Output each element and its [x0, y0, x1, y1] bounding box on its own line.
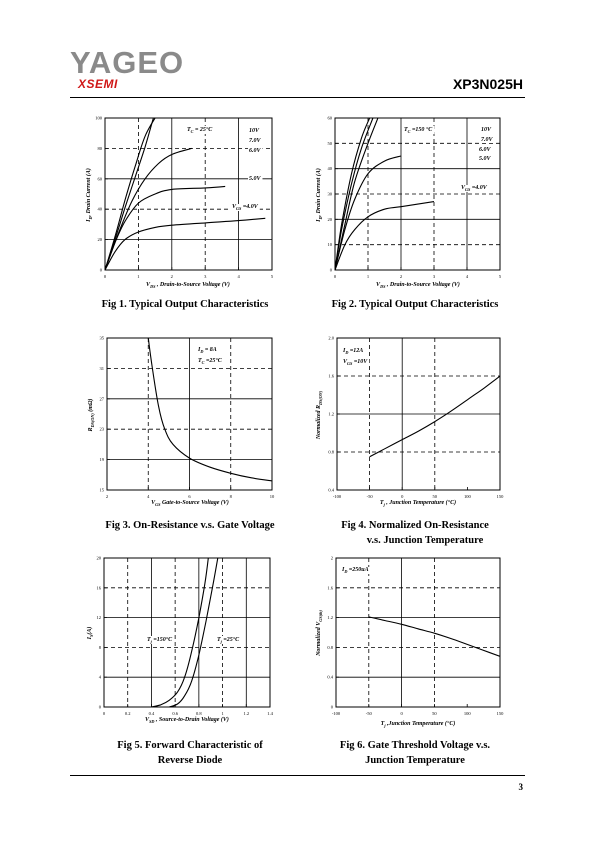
- fig1-annotation-3: [249, 148, 262, 154]
- fig2-annotation-5: [461, 185, 488, 192]
- fig2-annotation-2: [481, 137, 494, 143]
- fig6-xtick-label: 150: [496, 711, 504, 716]
- fig2-xtick-label: 5: [498, 274, 502, 279]
- fig4-x-axis-label-tail: , Junction Temperature (°C): [384, 500, 457, 506]
- fig3-caption: Fig 3. On-Resistance v.s. Gate Voltage: [105, 520, 275, 531]
- fig4-ytick-label: 1.2: [328, 411, 334, 417]
- fig6-y-axis-label: [316, 609, 323, 656]
- fig3-xtick-label: 6: [188, 494, 191, 499]
- fig2-x-axis-label: [376, 281, 460, 289]
- fig1-series-line-1: [105, 118, 153, 270]
- fig3-ytick-label: 15: [99, 487, 104, 493]
- fig4-annotation-0: [342, 348, 363, 355]
- fig2-caption: Fig 2. Typical Output Characteristics: [331, 299, 499, 310]
- fig6-ytick-label: 0.8: [327, 644, 333, 650]
- fig1-annotation-1-main: 10V: [249, 128, 260, 134]
- fig2-x-axis-label-sub: DS: [380, 284, 386, 289]
- fig4-annotation-1-main: V: [343, 359, 348, 365]
- fig4-ytick-label: 0.4: [328, 487, 334, 493]
- fig5-ytick-label: 20: [96, 555, 101, 561]
- fig5-series-line-0: [151, 558, 208, 707]
- fig6-plot-frame: [336, 558, 500, 707]
- page-number: 3: [518, 782, 523, 792]
- fig6-ytick-label: 2: [330, 555, 333, 561]
- fig2-ytick-label: 0: [329, 267, 332, 273]
- fig4-caption: Fig 4. Normalized On-Resistance: [341, 520, 489, 531]
- fig5-xtick-label: 0.8: [196, 711, 202, 716]
- fig1-xtick-label: 5: [270, 274, 274, 279]
- fig3-xtick-label: 8: [229, 494, 232, 499]
- fig3-annotation-0: [197, 347, 217, 354]
- fig3-xtick-label: 4: [147, 494, 150, 499]
- footer-rule: [70, 775, 525, 776]
- fig2-annotation-0-sub: C: [407, 129, 411, 134]
- fig1-x-axis-label-main: V: [146, 282, 151, 288]
- fig1-x-axis-label-sub: DS: [150, 284, 156, 289]
- fig4-ytick-label: 0.8: [328, 449, 334, 455]
- fig2-annotation-0-main: T: [404, 127, 408, 133]
- fig5-annotation-1-main: T: [217, 637, 221, 643]
- fig4-xtick-label: 150: [496, 494, 504, 499]
- fig1-annotation-2: [249, 138, 262, 144]
- fig3-chart: [87, 336, 275, 508]
- fig2-annotation-5-sub: GS: [465, 187, 471, 192]
- fig4-xtick-label: 100: [464, 494, 471, 499]
- fig2-annotation-3-main: 6.0V: [479, 147, 491, 153]
- fig1-annotation-2-main: 7.0V: [249, 138, 261, 144]
- fig1-y-axis-label-tail: , Drain Current (A): [86, 168, 92, 217]
- fig5-xtick-label: 0.4: [148, 711, 155, 716]
- fig3-annotation-0-tail: = 8A: [203, 347, 217, 353]
- fig6-x-axis-label-main: T: [380, 721, 385, 727]
- fig4-x-axis-label-sub: j: [383, 502, 385, 507]
- fig6-xtick-label: -100: [331, 711, 341, 716]
- fig5-xtick-label: 1.4: [267, 711, 273, 716]
- fig6-ytick-label: 1.6: [327, 585, 333, 591]
- fig1-annotation-5-main: V: [232, 204, 237, 210]
- fig5-xtick-label: 1.2: [243, 711, 250, 716]
- fig1-ytick-label: 40: [97, 206, 102, 212]
- fig2-ytick-label: 40: [327, 166, 332, 172]
- fig5-y-axis-label-main: I: [87, 637, 93, 640]
- fig6-xtick-label: -50: [365, 711, 372, 716]
- fig1-y-axis-label-main: I: [86, 219, 92, 222]
- fig2-xtick-label: 4: [465, 274, 469, 279]
- fig2-y-axis-label-tail: , Drain Current (A): [316, 168, 322, 217]
- logo-wordmark: YAGEO: [70, 45, 185, 80]
- fig5-annotation-1: [217, 636, 240, 644]
- fig1-annotation-0-tail: = 25°C: [193, 127, 213, 133]
- fig4-annotation-0-main: I: [343, 348, 346, 354]
- fig4-x-axis-label-main: T: [379, 500, 384, 506]
- fig2-annotation-0-tail: =150 °C: [410, 127, 433, 133]
- fig1-annotation-5: [232, 204, 259, 211]
- fig2-annotation-4-main: 5.0V: [479, 156, 491, 162]
- fig3-y-axis-label-tail: (mΩ): [88, 398, 94, 414]
- fig2-xtick-label: 3: [432, 274, 436, 279]
- fig5-x-axis-label-tail: , Source-to-Drain Voltage (V): [154, 717, 229, 723]
- fig1-y-axis-label-sub: D: [88, 216, 93, 220]
- fig6-y-axis-label-main: Normalized V: [316, 621, 322, 656]
- fig6-caption-line2: Junction Temperature: [365, 755, 465, 766]
- fig4-annotation-0-sub: D: [345, 350, 349, 355]
- fig2-ytick-label: 30: [327, 191, 332, 197]
- fig1-xtick-label: 3: [204, 274, 207, 279]
- fig3-ytick-label: 35: [99, 335, 104, 341]
- fig2-xtick-label: 1: [366, 274, 370, 279]
- fig4-annotation-1-tail: =10V: [352, 359, 368, 365]
- fig2-ytick-label: 60: [327, 115, 332, 121]
- fig3-x-axis-label: [151, 499, 229, 507]
- fig5-annotation-0-sub: j: [150, 639, 152, 644]
- fig1-chart: [85, 116, 274, 290]
- fig4-annotation-1-sub: GS: [347, 361, 353, 366]
- fig4-chart: [316, 336, 504, 508]
- fig2-annotation-3: [479, 147, 492, 153]
- fig3-annotation-1-main: T: [198, 358, 202, 364]
- fig2-annotation-5-tail: =4.0V: [470, 185, 487, 191]
- fig5-annotation-1-sub: j: [220, 639, 222, 644]
- fig1-y-axis-label: [85, 168, 93, 223]
- fig5-xtick-label: 0: [102, 711, 106, 716]
- fig1-annotation-1: [249, 128, 260, 134]
- fig2-chart: [315, 116, 502, 290]
- fig5-y-axis-label: [86, 627, 94, 641]
- fig5-xtick-label: 0.6: [172, 711, 178, 716]
- fig6-annotation-0-tail: =250uA: [347, 567, 369, 573]
- fig3-x-axis-label-sub: GS: [155, 502, 161, 507]
- fig1-xtick-label: 4: [237, 274, 240, 279]
- fig1-ytick-label: 60: [97, 176, 102, 182]
- fig1-annotation-4: [249, 176, 262, 182]
- fig5-y-axis-label-tail: (A): [87, 626, 93, 635]
- fig3-y-axis-label: [87, 399, 95, 433]
- fig4-xtick-label: -50: [366, 494, 373, 499]
- fig1-ytick-label: 0: [99, 267, 102, 273]
- fig5-ytick-label: 12: [96, 615, 101, 621]
- fig5-xtick-label: 0.2: [124, 711, 131, 716]
- fig4-caption-line2: v.s. Junction Temperature: [366, 535, 484, 546]
- fig3-ytick-label: 27: [99, 396, 104, 402]
- fig1-ytick-label: 100: [95, 115, 102, 121]
- fig4-y-axis-label-main: Normalized R: [316, 405, 322, 440]
- fig2-x-axis-label-tail: , Drain-to-Source Voltage (V): [385, 282, 460, 288]
- fig2-ytick-label: 50: [327, 140, 332, 146]
- fig1-xtick-label: 1: [137, 274, 140, 279]
- fig5-plot-frame: [104, 558, 270, 707]
- fig3-annotation-1-tail: =25°C: [204, 358, 222, 364]
- fig4-annotation-0-tail: =12A: [348, 348, 364, 354]
- fig2-xtick-label: 0: [333, 274, 337, 279]
- fig3-annotation-0-sub: D: [200, 349, 204, 354]
- fig4-xtick-label: 50: [432, 494, 438, 499]
- fig5-annotation-0-tail: =150°C: [151, 637, 173, 643]
- fig2-x-axis-label-main: V: [376, 282, 381, 288]
- fig6-annotation-0-main: I: [342, 567, 345, 573]
- fig1-series-line-4: [105, 218, 265, 270]
- fig3-ytick-label: 23: [99, 426, 104, 432]
- fig4-annotation-1: [343, 359, 368, 366]
- fig1-series-line-3: [105, 186, 225, 270]
- part-number: XP3N025H: [452, 76, 523, 92]
- fig5-y-axis-label-sub: S: [89, 634, 94, 637]
- fig1-xtick-label: 0: [103, 274, 107, 279]
- fig6-caption: Fig 6. Gate Threshold Voltage v.s.: [339, 740, 491, 751]
- fig2-ytick-label: 10: [327, 242, 332, 248]
- fig6-ytick-label: 1.2: [327, 615, 333, 621]
- fig5-annotation-0: [147, 636, 173, 644]
- fig1-xtick-label: 2: [170, 274, 173, 279]
- fig4-xtick-label: 0: [401, 494, 404, 499]
- fig5-ytick-label: 0: [98, 704, 101, 710]
- fig5-series-line-1: [169, 558, 218, 707]
- fig5-caption: Fig 5. Forward Characteristic of: [117, 740, 263, 751]
- fig2-xtick-label: 2: [399, 274, 403, 279]
- logo-subbrand: XSEMI: [78, 77, 118, 91]
- fig6-y-axis-label-sub: GS(th): [318, 610, 323, 622]
- fig4-ytick-label: 2.0: [328, 335, 334, 341]
- fig5-x-axis-label-main: V: [145, 717, 150, 723]
- fig4-ytick-label: 1.6: [328, 373, 334, 379]
- fig5-xtick-label: 1: [221, 711, 224, 716]
- fig6-xtick-label: 0: [400, 711, 403, 716]
- fig2-annotation-2-main: 7.0V: [481, 137, 493, 143]
- fig2-annotation-1-main: 10V: [481, 127, 492, 133]
- fig6-x-axis-label: [381, 720, 456, 728]
- fig3-ytick-label: 19: [99, 457, 104, 463]
- fig3-ytick-label: 31: [99, 365, 104, 371]
- fig1-ytick-label: 80: [97, 145, 102, 151]
- fig6-annotation-0: [341, 567, 369, 574]
- fig1-x-axis-label: [146, 281, 230, 289]
- fig2-y-axis-label: [315, 168, 323, 223]
- fig1-annotation-0-sub: C: [190, 129, 194, 134]
- fig6-xtick-label: 100: [463, 711, 471, 716]
- fig3-xtick-label: 2: [105, 494, 109, 499]
- fig4-y-axis-label-sub: DS(ON): [318, 390, 323, 406]
- fig1-annotation-3-main: 6.0V: [249, 148, 261, 154]
- fig4-xtick-label: -100: [332, 494, 342, 499]
- fig2-annotation-4: [479, 156, 492, 162]
- fig3-x-axis-label-main: V: [151, 500, 156, 506]
- fig3-xtick-label: 10: [269, 494, 275, 499]
- fig3-x-axis-label-tail: Gate-to-Source Voltage (V): [160, 500, 229, 506]
- fig4-x-axis-label: [380, 499, 456, 507]
- fig5-ytick-label: 16: [96, 585, 101, 591]
- fig5-caption-line2: Reverse Diode: [157, 755, 223, 766]
- fig1-annotation-5-sub: GS: [236, 206, 242, 211]
- fig6-ytick-label: 0: [330, 704, 333, 710]
- fig5-ytick-label: 8: [98, 644, 101, 650]
- fig3-annotation-0-main: I: [198, 347, 201, 353]
- fig2-y-axis-label-main: I: [316, 219, 322, 222]
- fig2-ytick-label: 20: [327, 216, 332, 222]
- fig6-annotation-0-sub: D: [344, 569, 348, 574]
- fig5-annotation-0-main: T: [147, 637, 151, 643]
- fig6-xtick-label: 50: [432, 711, 437, 716]
- fig2-annotation-1: [481, 127, 492, 133]
- fig6-ytick-label: 0.4: [327, 674, 333, 680]
- fig5-x-axis-label: [145, 716, 229, 724]
- fig5-annotation-1-tail: =25°C: [221, 637, 240, 643]
- fig5-x-axis-label-sub: SD: [149, 719, 155, 724]
- fig4-y-axis-label: [316, 390, 323, 440]
- fig1-annotation-5-tail: =4.0V: [241, 204, 258, 210]
- fig6-chart: [316, 556, 504, 729]
- fig1-x-axis-label-tail: , Drain-to-Source Voltage (V): [155, 282, 230, 288]
- fig1-caption: Fig 1. Typical Output Characteristics: [101, 299, 269, 310]
- fig6-x-axis-label-tail: ,Junction Temperature (°C): [385, 721, 456, 727]
- fig1-ytick-label: 20: [97, 237, 102, 243]
- fig3-y-axis-label-main: R: [88, 427, 94, 432]
- fig2-y-axis-label-sub: D: [318, 216, 323, 220]
- fig5-chart: [86, 556, 274, 725]
- fig3-annotation-1-sub: C: [201, 360, 205, 365]
- fig1-annotation-0-main: T: [187, 127, 191, 133]
- fig2-annotation-5-main: V: [461, 185, 466, 191]
- fig6-x-axis-label-sub: j: [384, 723, 386, 728]
- fig1-annotation-4-main: 5.0V: [249, 176, 261, 182]
- fig5-ytick-label: 4: [98, 674, 101, 680]
- fig3-y-axis-label-sub: DS(ON): [90, 413, 95, 428]
